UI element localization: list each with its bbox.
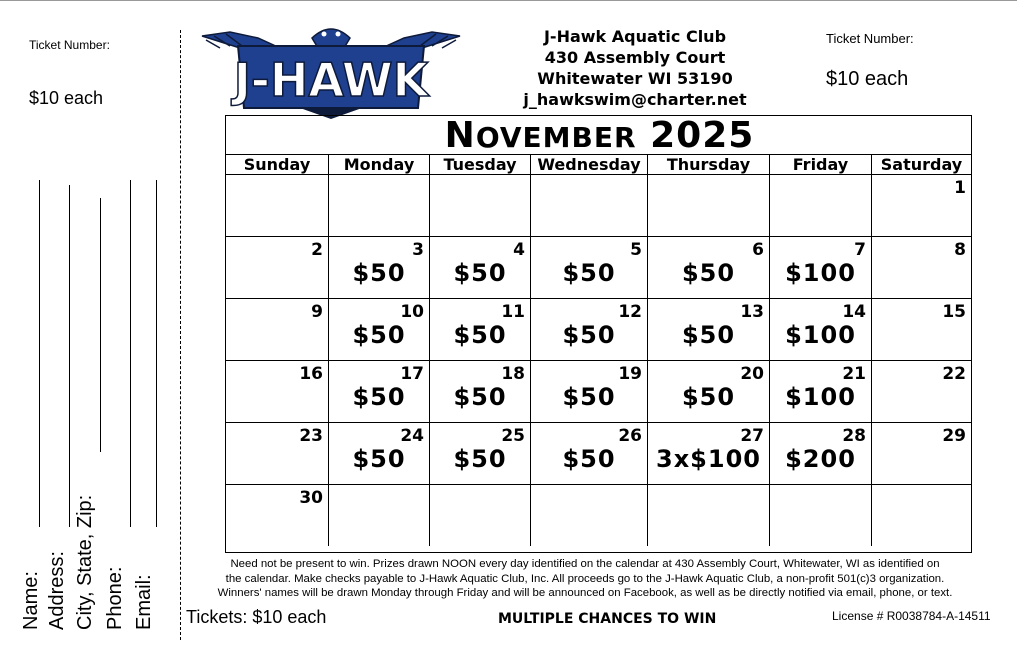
day-number: 21 [842, 364, 866, 384]
calendar-day [226, 361, 328, 422]
day-number: 25 [501, 426, 525, 446]
prize-amount: $100 [785, 383, 856, 411]
calendar-day [871, 361, 971, 422]
calendar-day [647, 237, 769, 298]
calendar-day [530, 299, 647, 360]
day-number: 29 [942, 426, 966, 446]
ticket-stub [0, 0, 182, 652]
club-name: J-Hawk Aquatic Club [543, 27, 727, 46]
j-hawk-logo [200, 18, 462, 120]
calendar-day [328, 299, 429, 360]
day-number: 28 [842, 426, 866, 446]
weekday-sunday: Sunday [243, 155, 311, 174]
day-number: 22 [942, 364, 966, 384]
day-number: 24 [400, 426, 424, 446]
calendar-week [226, 360, 971, 422]
calendar-day [769, 175, 871, 236]
club-info [520, 26, 750, 110]
prize-amount: $50 [562, 259, 616, 287]
weekday-friday: Friday [769, 155, 871, 174]
prize-amount: $50 [352, 383, 406, 411]
calendar-day [328, 175, 429, 236]
day-number: 1 [954, 178, 966, 198]
notes-line: the calendar. Make checks payable to J-Hawk Aquatic Club, Inc. All proceeds go to the J-Hawk Aquatic Club, a non-profit 501(c)3 organization. [225, 572, 945, 585]
city-state-zip-line [100, 198, 101, 452]
tickets-price-footer: Tickets: $10 each [186, 607, 327, 627]
weekday-header-row [226, 154, 971, 174]
prize-amount: $50 [453, 445, 507, 473]
calendar-day [769, 423, 871, 484]
day-number: 13 [740, 302, 764, 322]
day-number: 27 [740, 426, 764, 446]
calendar-day [226, 299, 328, 360]
calendar-day [328, 485, 429, 546]
prize-amount: $50 [681, 259, 736, 287]
day-number: 5 [630, 240, 642, 260]
calendar-year: 2025 [650, 115, 755, 156]
day-number: 17 [400, 364, 424, 384]
calendar-day [328, 237, 429, 298]
address-line [69, 185, 70, 527]
calendar-day [647, 175, 769, 236]
prize-amount: $50 [562, 321, 616, 349]
ticket-price: $10 each [826, 68, 909, 90]
day-number: 26 [618, 426, 642, 446]
prize-amount: $100 [785, 259, 856, 287]
calendar-month: NOVEMBER [444, 115, 637, 156]
day-number: 11 [501, 302, 525, 322]
notes-line: Winners' names will be drawn Monday through Friday and will be announced on Facebook, as well as be directly notified via email, phone, or text. [217, 587, 953, 599]
stub-ticket-number-label: Ticket Number: [29, 38, 110, 52]
weekday-saturday: Saturday [871, 155, 971, 174]
rules-notes [185, 557, 985, 601]
prize-amount: $50 [453, 383, 507, 411]
calendar-day [871, 175, 971, 236]
phone-line [130, 180, 131, 527]
address-label: Address: [46, 551, 68, 630]
day-number: 2 [311, 240, 323, 260]
calendar-day [530, 423, 647, 484]
calendar-day [769, 299, 871, 360]
calendar-day [647, 485, 769, 546]
calendar-day [328, 361, 429, 422]
prize-amount: 3x$100 [656, 445, 761, 473]
prize-amount: $50 [352, 445, 406, 473]
prize-amount: $50 [681, 383, 736, 411]
calendar-day [429, 423, 530, 484]
day-number: 8 [954, 240, 966, 260]
ticket-number-label: Ticket Number: [826, 31, 914, 46]
day-number: 15 [942, 302, 966, 322]
day-number: 10 [400, 302, 424, 322]
license-number: License # R0038784-A-14511 [832, 609, 991, 623]
weekday-wednesday: Wednesday [530, 155, 647, 174]
calendar-day [647, 423, 769, 484]
calendar-title [226, 116, 973, 154]
calendar-day [769, 361, 871, 422]
calendar-day [429, 485, 530, 546]
day-number: 7 [854, 240, 866, 260]
calendar-week [226, 298, 971, 360]
day-number: 14 [842, 302, 866, 322]
notes-line: Need not be present to win. Prizes drawn NOON every day identified on the calendar at 430 Assembly Court, Whitewater, WI as identified on [230, 558, 940, 570]
calendar-day [429, 175, 530, 236]
email-line [156, 180, 157, 527]
prize-amount: $50 [562, 383, 616, 411]
weekday-monday: Monday [328, 155, 429, 174]
prize-amount: $50 [453, 259, 507, 287]
club-city: Whitewater WI 53190 [537, 69, 733, 88]
calendar-day [647, 299, 769, 360]
prize-amount: $50 [453, 321, 507, 349]
day-number: 20 [740, 364, 764, 384]
prize-amount: $50 [562, 445, 616, 473]
day-number: 9 [311, 302, 323, 322]
day-number: 4 [513, 240, 525, 260]
day-number: 16 [299, 364, 323, 384]
calendar-day [769, 485, 871, 546]
calendar-day [530, 175, 647, 236]
day-number: 18 [501, 364, 525, 384]
prize-amount: $50 [352, 321, 406, 349]
calendar-day [530, 361, 647, 422]
weekday-tuesday: Tuesday [429, 155, 530, 174]
calendar-week [226, 484, 971, 546]
logo-text: J-HAWK [233, 53, 429, 107]
prize-amount: $50 [352, 259, 406, 287]
calendar-day [226, 485, 328, 546]
stub-price: $10 each [29, 88, 104, 108]
calendar-day [530, 237, 647, 298]
calendar-day [871, 485, 971, 546]
name-line [39, 180, 40, 527]
calendar [225, 115, 972, 553]
calendar-day [871, 237, 971, 298]
calendar-day [871, 423, 971, 484]
name-label: Name: [20, 571, 42, 630]
phone-label: Phone: [104, 566, 126, 630]
calendar-day [769, 237, 871, 298]
calendar-day [871, 299, 971, 360]
day-number: 23 [299, 426, 323, 446]
prize-amount: $200 [785, 445, 856, 473]
calendar-day [226, 423, 328, 484]
multiple-chances-text: MULTIPLE CHANCES TO WIN [498, 611, 717, 627]
perforation-line [180, 30, 181, 640]
calendar-grid [226, 154, 971, 546]
day-number: 30 [299, 488, 323, 508]
calendar-day [429, 361, 530, 422]
calendar-week [226, 174, 971, 236]
prize-amount: $50 [681, 321, 736, 349]
prize-amount: $100 [785, 321, 856, 349]
club-email: j_hawkswim@charter.net [523, 90, 747, 109]
calendar-week [226, 422, 971, 484]
city-state-zip-label: City, State, Zip: [74, 494, 96, 630]
calendar-week [226, 236, 971, 298]
calendar-day [328, 423, 429, 484]
calendar-day [226, 175, 328, 236]
club-street: 430 Assembly Court [544, 48, 726, 67]
day-number: 3 [412, 240, 424, 260]
calendar-day [429, 299, 530, 360]
day-number: 12 [618, 302, 642, 322]
email-label: Email: [133, 574, 155, 630]
day-number: 6 [752, 240, 764, 260]
day-number: 19 [618, 364, 642, 384]
weekday-thursday: Thursday [647, 155, 769, 174]
calendar-day [429, 237, 530, 298]
calendar-day [530, 485, 647, 546]
calendar-day [647, 361, 769, 422]
calendar-day [226, 237, 328, 298]
